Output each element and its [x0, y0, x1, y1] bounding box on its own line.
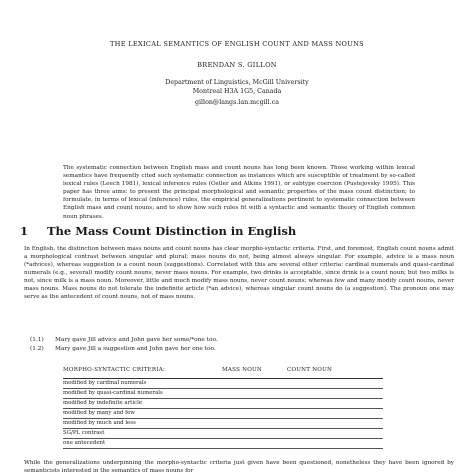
criteria-table — [63, 367, 383, 449]
example-text: Mary gave Jill advice and John gave her some/*one too. — [55, 337, 218, 343]
paper-title: THE LEXICAL SEMANTICS OF ENGLISH COUNT AND MASS NOUNS — [109, 40, 364, 48]
table-row — [63, 379, 383, 389]
example-text: Mary gave Jill a suggestion and John gave her one too. — [55, 346, 216, 352]
closing-paragraph: While the generalizations underpinning the morpho-syntactic criteria just given have been questioned, nonetheless they have been ignored by semanticists interested in the semantics of mass nouns for — [24, 460, 454, 474]
criteria-column-header: MORPHO-SYNTACTIC CRITERIA: — [63, 367, 166, 373]
section-number: 1 — [20, 224, 29, 238]
criterion-label: one antecedent — [63, 440, 106, 446]
example-number: (1.1) — [30, 337, 44, 343]
criterion-label: modified by indefinite article — [63, 400, 143, 406]
criterion-label: modified by cardinal numerals — [63, 380, 147, 386]
table-row — [63, 409, 383, 419]
affiliation-address: Montreal H3A 1G5, Canada — [192, 88, 282, 95]
table-row — [63, 419, 383, 429]
mass-noun-column-header: MASS NOUN — [222, 367, 263, 373]
section-paragraph: In English, the distinction between mass nouns and count nouns has clear morpho-syntactic criteria. First, and foremost, English count nouns admit a morphological contrast between singular and plural; mass nouns do not, being almost always singular. For example, advice is a mass noun (*advices), whereas suggestion is a count noun (suggestions). Correlated with this are several other criteria: cardinal numerals and quasi-cardinal numerals (e.g., several) modify count nouns, never mass nouns. For example, two drinks is acceptable, since drink is a count noun; but two milks is not, since milk is a mass noun. Moreover, little and much modify mass nouns, never count nouns; whereas few and many modify count nouns, never mass nouns. Mass nouns do not tolerate the indefinite article (*an advice), whereas singular count nouns do (a suggestion). The pronoun one may serve as the antecedent of count nouns, not of mass nouns. — [24, 246, 454, 300]
author-email: gillon@langs.lan.mcgill.ca — [195, 99, 279, 106]
criteria-table-header — [63, 367, 383, 379]
criterion-label: modified by many and few — [63, 410, 135, 416]
table-row — [63, 389, 383, 399]
section-heading — [20, 224, 296, 238]
affiliation-department: Department of Linguistics, McGill University — [165, 79, 309, 86]
criterion-label: modified by quasi-cardinal numerals — [63, 390, 163, 396]
criterion-label: SG/PL contrast — [63, 430, 105, 436]
author-name: BRENDAN S. GILLON — [197, 61, 277, 69]
table-row — [63, 439, 383, 449]
criterion-label: modified by much and less — [63, 420, 136, 426]
example-1-1 — [30, 337, 218, 343]
abstract: The systematic connection between English mass and count nouns has long been known. Those working within lexical semantics have frequently cited such systematic connection as instances which are susceptible of treatment by so-called lexical rules (Leech 1981), lexical inference rules (Ostler and Atkins 1991), or subtype coercion (Pustejovsky 1995). This paper has three aims: to present the principal morphological and semantic properties of the mass count distinction; to formulate, in terms of lexical (inference) rules, the empirical generalizations pertinent to systematic connection between English mass and count nouns; and to show how such rules fit with a syntactic and semantic theory of English common noun phrases. — [63, 165, 415, 220]
example-number: (1.2) — [30, 346, 44, 352]
section-title: The Mass Count Distinction in English — [47, 224, 297, 238]
example-1-2 — [30, 346, 216, 352]
table-row — [63, 429, 383, 439]
count-noun-column-header: COUNT NOUN — [287, 367, 333, 373]
table-row — [63, 399, 383, 409]
